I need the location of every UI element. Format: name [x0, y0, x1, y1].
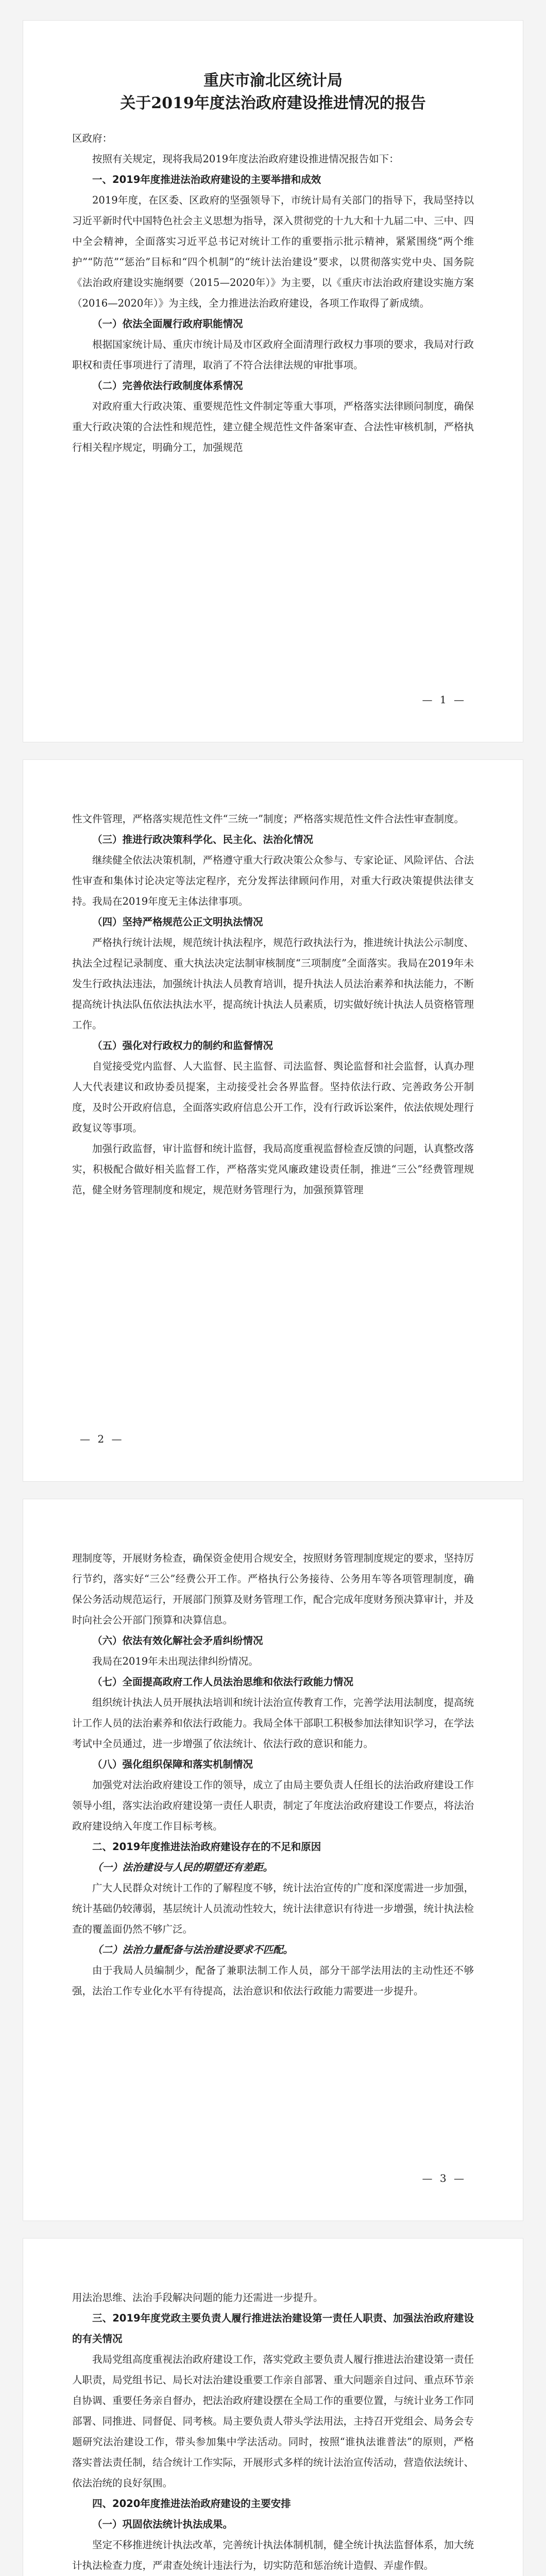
- paragraph: 我局党组高度重视法治政府建设工作，落实党政主要负责人履行推进法治建设第一责任人职责，局党组书记、局长对法治建设重要工作亲自部署、重大问题亲自过问、重点环节亲自协调、重要任务亲自督办，把法治政府建设摆在全局工作的重要位置，与统计业务工作同部署、同推进、同督促、同考核。局主要负责人带头学法用法，主持召开党组会、局务会专题研究法治建设工作，带头参加集中学法活动。同时，按照“谁执法谁普法”的原则，严格落实普法责任制，结合统计工作实际，开展形式多样的统计法治宣传活动，营造依法统计、依法治统的良好氛围。: [72, 2353, 474, 2489]
- section-heading: 三、2019年度党政主要负责人履行推进法治建设第一责任人职责、加强法治政府建设的有关情况: [72, 2312, 474, 2345]
- document-title-line-1: 重庆市渝北区统计局: [203, 72, 343, 90]
- subsection-heading: （四）坚持严格规范公正文明执法情况: [92, 916, 263, 928]
- paragraph: 由于我局人员编制少，配备了兼职法制工作人员，部分干部学法用法的主动性还不够强，法治工作专业化水平有待提高，法治意识和依法行政能力需要进一步提升。: [72, 1964, 474, 1997]
- paragraph: 自觉接受党内监督、人大监督、民主监督、司法监督、舆论监督和社会监督，认真办理人大代表建议和政协委员提案，主动接受社会各界监督。坚持依法行政、完善政务公开制度，及时公开政府信息，全面落实政府信息公开工作，没有行政诉讼案件，依法依规处理行政复议等事项。: [72, 1060, 474, 1134]
- paragraph: 严格执行统计法规，规范统计执法程序，规范行政执法行为，推进统计执法公示制度、执法全过程记录制度、重大执法决定法制审核制度“三项制度”全面落实。我局在2019年未发生行政执法违法，加强统计执法人员教育培训，提升执法人员法治素养和执法能力，不断提高统计执法队伍依法执法水平，提高统计执法人员素质，切实做好统计执法人员资格管理工作。: [72, 937, 474, 1031]
- paragraph: 继续健全依法决策机制，严格遵守重大行政决策公众参与、专家论证、风险评估、合法性审查和集体讨论决定等法定程序，充分发挥法律顾问作用，对重大行政决策提供法律支持。我局在2019年度无主体法律事项。: [72, 854, 474, 907]
- subsection-heading: （八）强化组织保障和落实机制情况: [92, 1758, 253, 1770]
- paragraph: 组织统计执法人员开展执法培训和统计法治宣传教育工作，完善学法用法制度，提高统计工作人员的法治素养和依法行政能力。我局全体干部职工积极参加法律知识学习，在学法考试中全员通过，进一步增强了依法统计、依法行政的意识和能力。: [72, 1697, 474, 1750]
- document-page-2: [23, 760, 523, 1481]
- paragraph: 理制度等，开展财务检查，确保资金使用合规安全，按照财务管理制度规定的要求，坚持厉行节约，落实好“三公”经费公开工作。严格执行公务接待、公务用车等各项管理制度，确保公务活动规范运行，开展部门预算及财务管理工作，配合完成年度财务预决算审计，并及时向社会公开部门预算和决算信息。: [72, 1552, 474, 1626]
- page-number: — 1 —: [422, 693, 466, 706]
- section-heading: 一、2019年度推进法治政府建设的主要举措和成效: [92, 174, 321, 185]
- salutation: 区政府：: [72, 132, 113, 144]
- paragraph: 坚定不移推进统计执法改革，完善统计执法体制机制，健全统计执法监督体系，加大统计执法检查力度，严肃查处统计违法行为，切实防范和惩治统计造假、弄虚作假。: [72, 2539, 474, 2571]
- paragraph: 加强行政监督，审计监督和统计监督，我局高度重视监督检查反馈的问题，认真整改落实，积极配合做好相关监督工作，严格落实党风廉政建设责任制，推进“三公”经费管理规范，健全财务管理制度和规定，规范财务管理行为，加强预算管理: [72, 1143, 474, 1196]
- document-title-line-2: 关于2019年度法治政府建设推进情况的报告: [120, 94, 426, 112]
- paragraph: 加强党对法治政府建设工作的领导，成立了由局主要负责人任组长的法治政府建设工作领导小组，落实法治政府建设第一责任人职责，制定了年度法治政府建设工作要点，将法治政府建设纳入年度工作目标考核。: [72, 1779, 474, 1832]
- subsection-heading: （六）依法有效化解社会矛盾纠纷情况: [92, 1635, 263, 1647]
- section-heading: 二、2019年度推进法治政府建设存在的不足和原因: [92, 1841, 321, 1853]
- page-number: — 3 —: [422, 2172, 466, 2184]
- document-page-1: [23, 21, 523, 742]
- subsection-heading: （三）推进行政决策科学化、民主化、法治化情况: [92, 834, 314, 845]
- paragraph: 根据国家统计局、重庆市统计局及市区政府全面清理行政权力事项的要求，我局对行政职权和责任事项进行了清理，取消了不符合法律法规的审批事项。: [72, 338, 474, 371]
- subsection-heading: （二）完善依法行政制度体系情况: [92, 380, 243, 392]
- paragraph: 2019年度，在区委、区政府的坚强领导下，市统计局有关部门的指导下，我局坚持以习近平新时代中国特色社会主义思想为指导，深入贯彻党的十九大和十九届二中、三中、四中全会精神，全面落实习近平总书记对统计工作的重要指示批示精神，紧紧围绕“两个维护”“防范”“惩治”目标和“四个机制”的“统计法治建设”要求，以贯彻落实党中央、国务院《法治政府建设实施纲要（2015—2020年）》为主要，以《重庆市法治政府建设实施方案（2016—2020年）》为主线，全力推进法治政府建设，各项工作取得了新成绩。: [72, 194, 474, 309]
- paragraph: 按照有关规定，现将我局2019年度法治政府建设推进情况报告如下：: [92, 153, 399, 165]
- subsection-heading: （一）巩固依法统计执法成果。: [92, 2518, 233, 2530]
- paragraph: 对政府重大行政决策、重要规范性文件制定等重大事项，严格落实法律顾问制度，确保重大行政决策的合法性和规范性，建立健全规范性文件备案审查、合法性审核机制，严格执行相关程序规定，明确分工，加强规范: [72, 400, 474, 453]
- document-page-3: [23, 1499, 523, 2221]
- subsection-heading: （一）依法全面履行政府职能情况: [92, 318, 243, 330]
- paragraph: 广大人民群众对统计工作的了解程度不够，统计法治宣传的广度和深度需进一步加强，统计基础仍较薄弱，基层统计人员流动性较大，统计法律意识有待进一步增强，统计执法检查的覆盖面仍然不够广泛。: [72, 1882, 474, 1935]
- section-heading: 四、2020年度推进法治政府建设的主要安排: [92, 2498, 291, 2510]
- document-page-4: [23, 2239, 523, 2576]
- subsection-heading: （七）全面提高政府工作人员法治思维和依法行政能力情况: [92, 1676, 354, 1688]
- subsection-heading: （二）法治力量配备与法治建设要求不匹配。: [92, 1944, 294, 1956]
- subsection-heading: （一）法治建设与人民的期望还有差距。: [92, 1861, 274, 1873]
- paragraph: 我局在2019年未出现法律纠纷情况。: [92, 1655, 259, 1667]
- paragraph: 用法治思维、法治手段解决问题的能力还需进一步提升。: [72, 2292, 323, 2303]
- page-number: — 2 —: [80, 1433, 124, 1445]
- paragraph: 性文件管理，严格落实规范性文件“三统一”制度；严格落实规范性文件合法性审查制度。: [72, 813, 464, 825]
- subsection-heading: （五）强化对行政权力的制约和监督情况: [92, 1040, 274, 1052]
